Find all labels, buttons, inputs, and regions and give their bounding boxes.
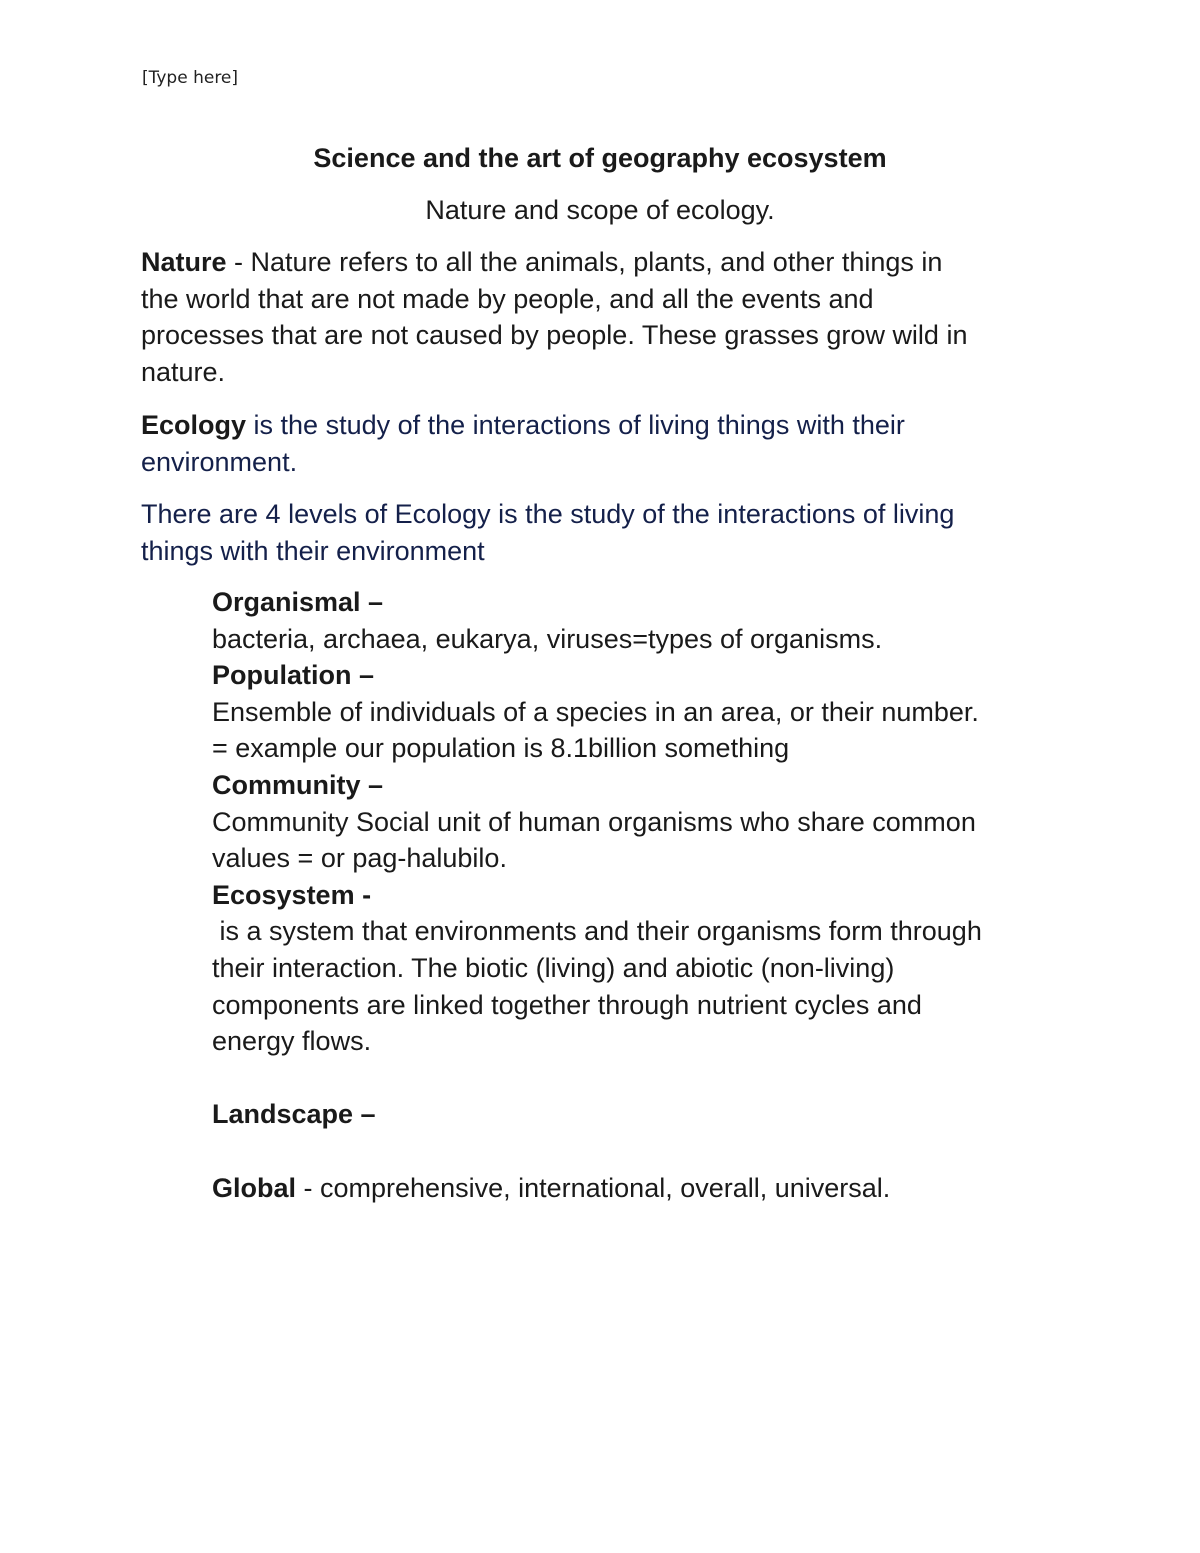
global-text: - comprehensive, international, overall, universal. (296, 1172, 891, 1203)
nature-line-4: nature. (141, 356, 226, 387)
ecosystem-text-1: is a system that environments and their organisms form through (212, 916, 982, 947)
population-heading: Population – (212, 660, 374, 691)
page-subtitle: Nature and scope of ecology. (425, 195, 775, 225)
ecology-paragraph (141, 407, 1061, 480)
global-term: Global (212, 1172, 297, 1203)
ecology-line-2: environment. (141, 446, 298, 477)
page-title: Science and the art of geography ecosystem (313, 143, 887, 173)
levels-list (212, 584, 1072, 1206)
community-text-2: values = or pag-halubilo. (212, 843, 507, 874)
organismal-text: bacteria, archaea, eukarya, viruses=types of organisms. (212, 623, 883, 654)
ecology-line-1: is the study of the interactions of living things with their (246, 410, 905, 440)
spacer (212, 1133, 1072, 1170)
organismal-heading: Organismal – (212, 587, 384, 617)
ecosystem-text-2: their interaction. The biotic (living) and abiotic (non-living) (212, 952, 895, 983)
community-heading: Community – (212, 769, 384, 800)
population-text-2: = example our population is 8.1billion something (212, 733, 790, 764)
landscape-heading: Landscape – (212, 1099, 376, 1130)
nature-line-1: Nature refers to all the animals, plants, and other things in (250, 247, 943, 277)
ecosystem-heading: Ecosystem - (212, 879, 372, 910)
levels-intro-line-2: things with their environment (141, 535, 485, 566)
ecosystem-text-4: energy flows. (212, 1026, 372, 1057)
ecology-term: Ecology (141, 410, 247, 440)
levels-intro-paragraph (141, 496, 1061, 569)
ecosystem-text-3: components are linked together through nutrient cycles and (212, 989, 922, 1020)
nature-paragraph (141, 244, 1061, 390)
header-placeholder[interactable]: [Type here] (142, 68, 239, 88)
nature-separator: - (226, 247, 251, 277)
nature-term: Nature (141, 247, 227, 277)
community-text-1: Community Social unit of human organisms who share common (212, 806, 976, 837)
nature-line-3: processes that are not caused by people. These grasses grow wild in (141, 320, 968, 350)
spacer (212, 1060, 1072, 1097)
nature-line-2: the world that are not made by people, and all the events and (141, 283, 874, 314)
levels-intro-line-1: There are 4 levels of Ecology is the study of the interactions of living (141, 499, 955, 529)
population-text-1: Ensemble of individuals of a species in an area, or their number. (212, 696, 979, 727)
